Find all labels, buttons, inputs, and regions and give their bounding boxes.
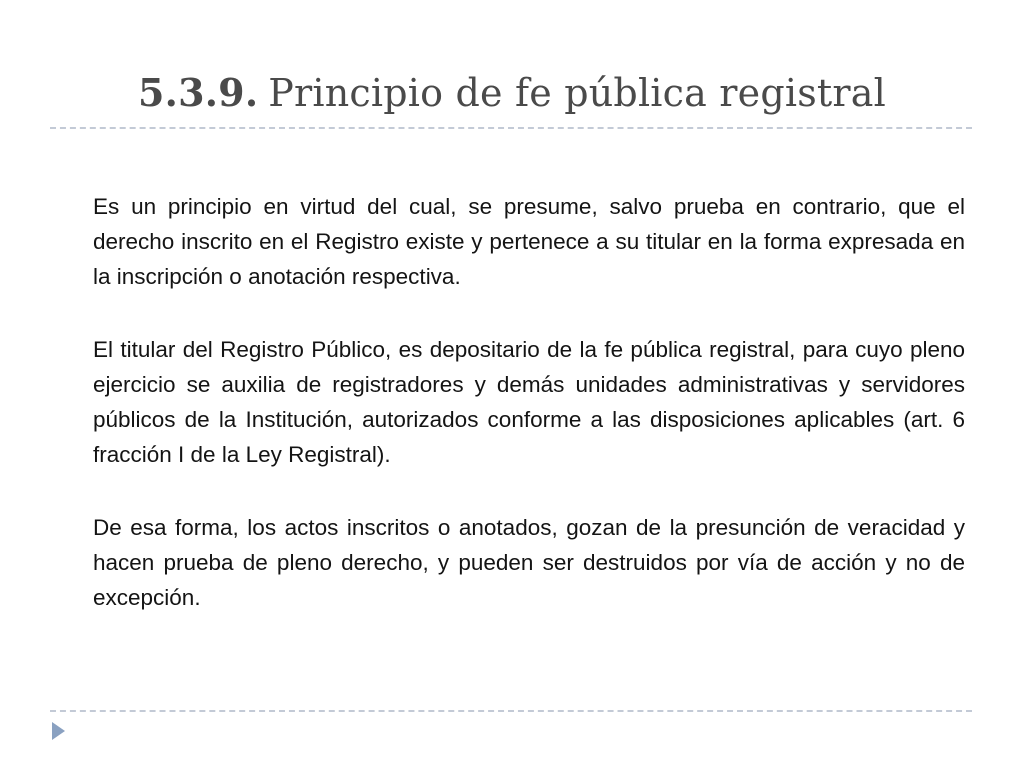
slide-title	[0, 70, 1024, 115]
paragraph-titular: El titular del Registro Público, es depositario de la fe pública registral, para cuyo pleno ejercicio se auxilia de registradores y demás unidades administrativas y servidores públicos de la Institución, autorizados conforme a las disposiciones aplicables (art. 6 fracción I de la Ley Registral).	[93, 337, 965, 467]
title-divider	[50, 127, 972, 129]
paragraph-efectos: De esa forma, los actos inscritos o anotados, gozan de la presunción de veracidad y hacen prueba de pleno derecho, y pueden ser destruidos por vía de acción y no de excepción.	[93, 515, 965, 610]
title-number: 5.3.9.	[138, 70, 259, 115]
paragraph-definition: Es un principio en virtud del cual, se presume, salvo prueba en contrario, que el derecho inscrito en el Registro existe y pertenece a su titular en la forma expresada en la inscripción o anotación respectiva.	[93, 194, 965, 289]
slide-body	[93, 189, 965, 653]
title-text: Principio de fe pública registral	[268, 71, 886, 115]
triangle-bullet-icon	[52, 722, 65, 740]
footer-divider	[50, 710, 972, 712]
